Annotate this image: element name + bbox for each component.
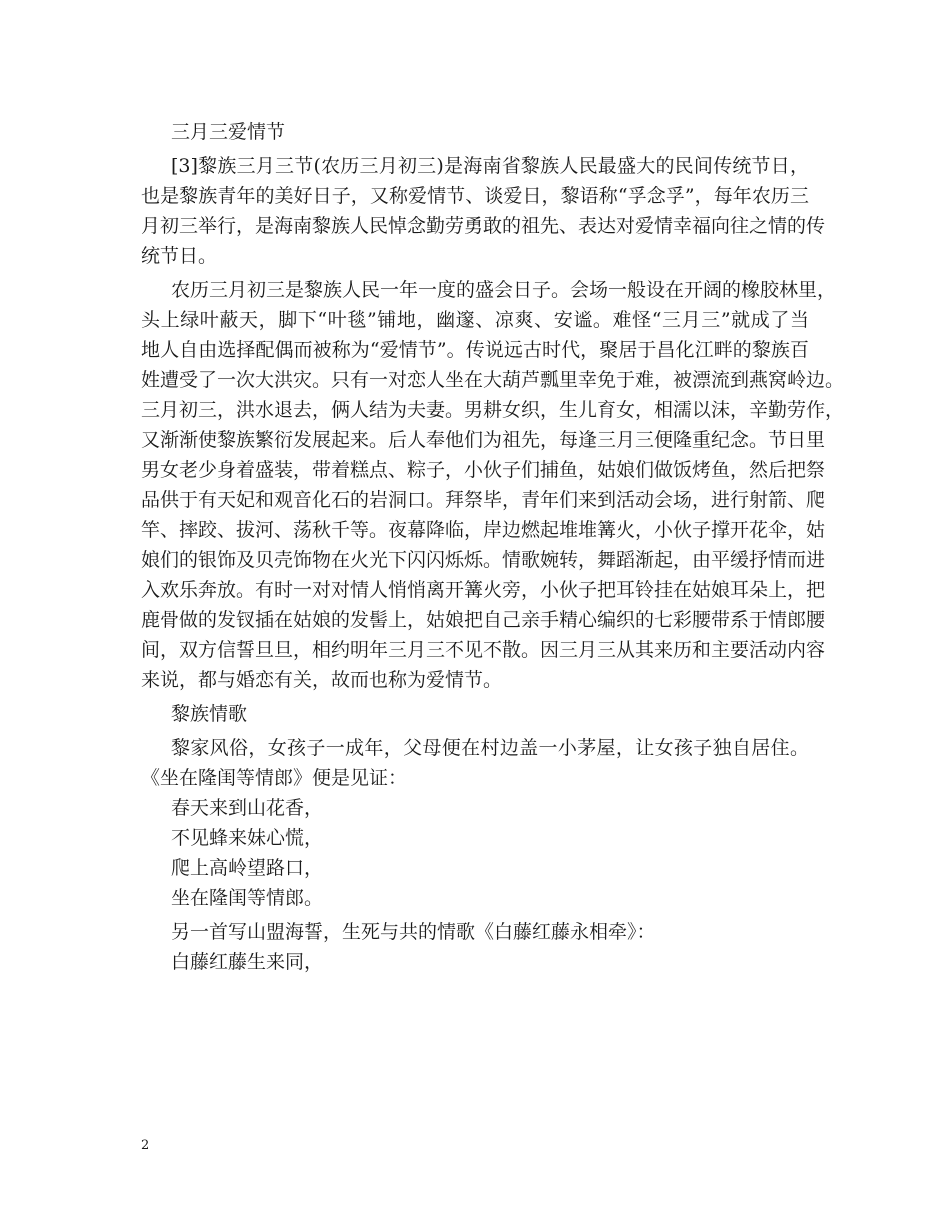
text-line: 间，双方信誓旦旦，相约明年三月三不见不散。因三月三从其来历和主要活动内容 <box>141 639 826 661</box>
text-line: 农历三月初三是黎族人民一年一度的盛会日子。会场一般设在开阔的橡胶林里， <box>171 279 837 301</box>
verse-line <box>141 823 809 853</box>
text-line: 娘们的银饰及贝壳饰物在火光下闪闪烁烁。情歌婉转，舞蹈渐起，由平缓抒情而进 <box>141 549 826 571</box>
verse-line <box>141 793 809 823</box>
text-line: 竿、摔跤、拔河、荡秋千等。夜幕降临，岸边燃起堆堆篝火，小伙子撑开花伞，姑 <box>141 519 826 541</box>
page-number: 2 <box>141 1138 150 1153</box>
text-line: 黎家风俗，女孩子一成年，父母便在村边盖一小茅屋，让女孩子独自居住。 <box>171 737 809 759</box>
text-line: 也是黎族青年的美好日子，又称爱情节、谈爱日，黎语称“孚念孚”，每年农历三 <box>141 185 809 207</box>
text-line: 黎族情歌 <box>171 703 248 725</box>
text-line: 三月初三，洪水退去，俩人结为夫妻。男耕女织，生儿育女，相濡以沫，辛勤劳作， <box>141 399 845 421</box>
verse-line <box>141 883 809 913</box>
text-line: 鹿骨做的发钗插在姑娘的发髻上，姑娘把自己亲手精心编织的七彩腰带系于情郎腰 <box>141 609 826 631</box>
paragraph <box>141 733 809 793</box>
paragraph <box>141 275 845 695</box>
text-line: 姓遭受了一次大洪灾。只有一对恋人坐在大葫芦瓢里幸免于难，被漂流到燕窝岭边。 <box>141 369 845 391</box>
text-line: 又渐渐使黎族繁衍发展起来。后人奉他们为祖先，每逢三月三便隆重纪念。节日里 <box>141 429 826 451</box>
text-line: 三月三爱情节 <box>171 121 286 143</box>
document-body <box>141 117 845 977</box>
section-heading <box>141 117 809 147</box>
text-line: 爬上高岭望路口， <box>171 857 324 879</box>
text-line: 坐在隆闺等情郎。 <box>171 887 324 909</box>
text-line: 入欢乐奔放。有时一对对情人悄悄离开篝火旁，小伙子把耳铃挂在姑娘耳朵上，把 <box>141 579 826 601</box>
text-line: 头上绿叶蔽天，脚下“叶毯”铺地，幽邃、凉爽、安谧。难怪“三月三”就成了当 <box>141 309 809 331</box>
text-line: 不见蜂来妹心慌， <box>171 827 324 849</box>
text-line: 《坐在隆闺等情郎》便是见证： <box>141 767 408 789</box>
text-line: [3]黎族三月三节(农历三月初三)是海南省黎族人民最盛大的民间传统节日， <box>171 155 809 177</box>
text-line: 地人自由选择配偶而被称为“爱情节”。传说远古时代，聚居于昌化江畔的黎族百 <box>141 339 809 361</box>
section-heading <box>141 699 809 729</box>
text-line: 月初三举行，是海南黎族人民悼念勤劳勇敢的祖先、表达对爱情幸福向往之情的传 <box>141 215 826 237</box>
verse-line <box>141 947 809 977</box>
text-line: 另一首写山盟海誓，生死与共的情歌《白藤红藤永相牵》： <box>171 921 656 943</box>
paragraph <box>141 917 809 947</box>
text-line: 来说，都与婚恋有关，故而也称为爱情节。 <box>141 669 503 691</box>
text-line: 男女老少身着盛装，带着糕点、粽子，小伙子们捕鱼，姑娘们做饭烤鱼，然后把祭 <box>141 459 826 481</box>
text-line: 白藤红藤生来同， <box>171 951 324 973</box>
paragraph <box>141 151 826 271</box>
text-line: 品供于有天妃和观音化石的岩洞口。拜祭毕，青年们来到活动会场，进行射箭、爬 <box>141 489 826 511</box>
verse-line <box>141 853 809 883</box>
text-line: 春天来到山花香， <box>171 797 324 819</box>
text-line: 统节日。 <box>141 245 218 267</box>
